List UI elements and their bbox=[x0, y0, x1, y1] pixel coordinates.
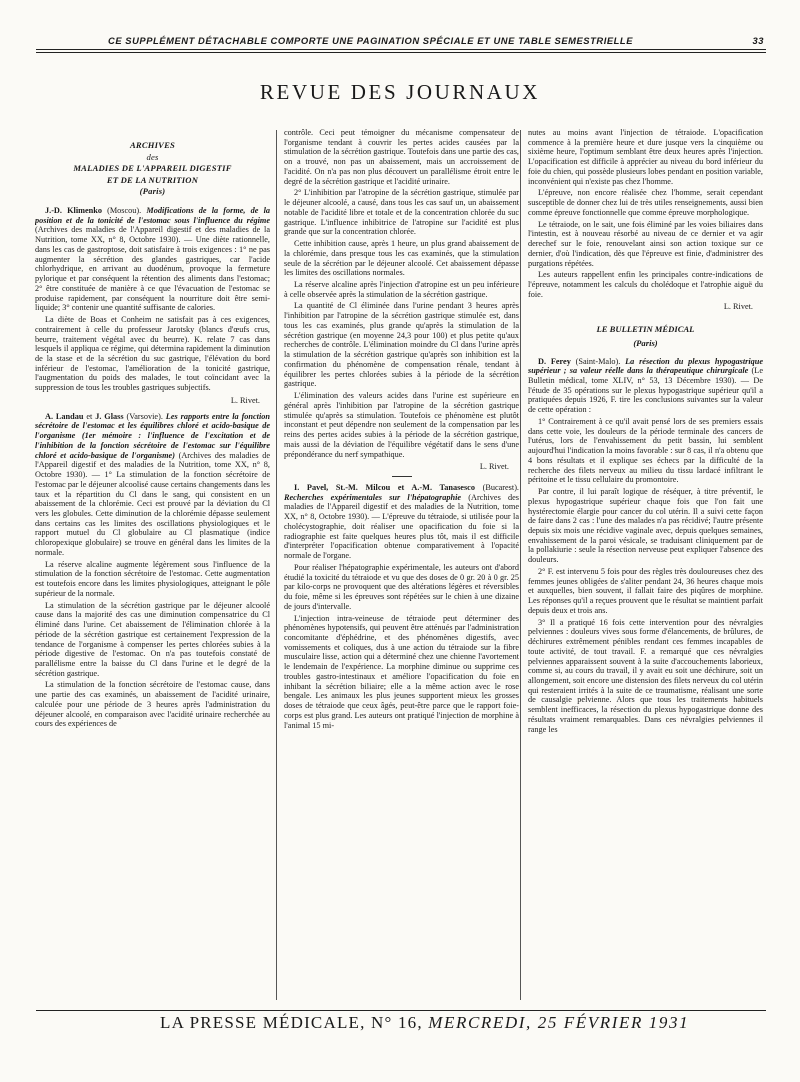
article-paragraph: 3° Il a pratiqué 16 fois cette intervention pour des névralgies pelviennes : douleurs vives sous forme d'élancements, de brûlures, de déchirures extrêmement pénibles rendant ces femmes incapables de toute activité, de tout travail. F. a remarqué que ces névralgies pelviennes apparaissent souvent à la suite d'accouchements laborieux, comme si, au cours du travail, il y avait eu soit une déchirure, soit un allongement, soit encore une distension des filets nerveux du col utérin qui resteraient irrités à la suite de ce traumatisme, réalisant une sorte de causalgie pelvienne. Alors que tous les traitements habituels semblent inefficaces, la résection du plexus hypogastrique donne des résultats vraiment remarquables. Dans ces névralgies pelviennes il range les bbox=[528, 617, 763, 734]
article-paragraph: Le tétraiode, on le sait, une fois éliminé par les voies biliaires dans l'intestin, est à nouveau résorbé au niveau de ce dernier et va agir derechef sur le foie, renouvelant ainsi son action toxique sur ce dernier, d'où l'indication, dès que l'épreuve est finie, d'administrer des purgations répétées. bbox=[528, 219, 763, 268]
article-paragraph: Pour réaliser l'hépatographie expérimentale, les auteurs ont d'abord étudié la toxicité du tétraiode et vu que des doses de 0 gr. 20 à 0 gr. 25 par kilo-corps ne provoquent que des altérations légères et réversibles du foie, même si les épreuves sont répétées sur le chien à une dizaine de jours d'intervalle. bbox=[284, 562, 519, 611]
article-city: (Moscou). bbox=[101, 205, 147, 215]
article-paragraph: (Le Bulletin médical, tome XLIV, n° 53, 13 Décembre 1930). — De l'étude de 35 opérations sur le plexus hypogastrique supérieur qu'il a pratiquées depuis 1926, F. tire les conclusions suivantes sur la valeur de cette opération : bbox=[528, 366, 763, 415]
journal-heading-archives bbox=[35, 140, 270, 198]
article-separator bbox=[392, 476, 412, 477]
article-paragraph: 2° L'inhibition par l'atropine de la sécrétion gastrique, stimulée par le déjeuner alcoolé, a causé, dans tous les cas sauf un, un abaissement notable de l'acidité libre et totale et de la concentration chlorée du suc gastrique. L'influence inhibitrice de l'atropine sur l'acidité est plus grande que sur la concentration chlorée. bbox=[284, 188, 519, 237]
article-paragraph: La diète de Boas et Conheim ne satisfait pas à ces exigences, contrairement à celle du professeur Jarotsky (blancs d'œufs crus, beurre, traitement végétal avec du beurre). K. relate 7 cas dans lesquels il appliqua ce régime, qui détermina rapidement la diminution de la stase et de la sécrétion du suc gastrique, l'élévation du bord inférieur de l'estomac, l'amélioration de la tonicité gastrique, l'augmentation du poids des malades, le tout coïncidant avec la suppression de tous les troubles gastriques subjectifs. bbox=[35, 315, 270, 393]
article-title: Modifications de la forme, de la position et de la tonicité de l'estomac sous l'influence du régime bbox=[35, 205, 270, 225]
article-paragraph: L'épreuve, non encore réalisée chez l'homme, serait cependant susceptible de donner chez lui de très utiles renseignements, aussi bien comme épreuve fonctionnelle que comme épreuve morphologique. bbox=[528, 188, 763, 217]
article-author: J. Glass bbox=[95, 411, 124, 421]
article-ferey bbox=[528, 357, 763, 415]
footer-journal: LA PRESSE MÉDICALE, N° 16, bbox=[160, 1013, 429, 1032]
article-author: A. Landau bbox=[45, 411, 84, 421]
article-city: (Bucarest). bbox=[474, 482, 519, 492]
header-rule-bottom bbox=[36, 52, 766, 53]
column-1 bbox=[35, 128, 270, 1000]
column-3 bbox=[528, 128, 763, 1000]
article-city: (Varsovie). bbox=[123, 411, 166, 421]
article-paragraph: (Archives des maladies de l'Appareil digestif et des maladies de la Nutrition, tome XX, n° 8, Octobre 1930). — Une diète rationnelle, dans les cas de gastroptose, doit satisfaire à trois exigences : 1° ne pas augmenter la sécrétion des glandes gastriques, car l'acide chlorhydrique, en arrivant au duodénum, provoque la fermeture pylorique et par conséquent la rétention des aliments dans l'estomac; 2° être constituée de manière à ce que l'évacuation de l'estomac se produise rapidement, par conséquent la nourriture doit être semi-liquide; 3° contenir une quantité suffisante de calories. bbox=[35, 225, 270, 313]
article-paragraph: contrôle. Ceci peut témoigner du mécanisme compensateur de l'organisme tendant à couvrir les pertes acides causées par la stimulation de la sécrétion gastrique. Toutefois dans une partie des cas, on a trouvé, non pas un abaissement, mais un accroissement de l'acidité. On n'a pas non plus découvert un parallélisme étroit entre le degré de la sécrétion gastrique et l'acidité urinaire. bbox=[284, 128, 519, 186]
journal-heading-bulletin bbox=[528, 324, 763, 348]
article-paragraph: La stimulation de la sécrétion gastrique par le déjeuner alcoolé cause dans la majorité des cas une diminution compensatrice du Cl éliminé dans l'urine. Cet abaissement de l'élimination chlorée à la période de la sécrétion gastrique est certainement l'expression de la tendance de l'organisme à compenser les pertes chlorées subies à la période digestive de l'estomac. On n'a pas toutefois constaté de parallélisme entre la baisse du Cl dans l'urine et le degré de la sécrétion gastrique. bbox=[35, 600, 270, 678]
article-paragraph: Cette inhibition cause, après 1 heure, un plus grand abaissement de la chlorémie, dans presque tous les cas examinés, que la stimulation seule de la sécrétion par le déjeuner alcoolé. Cet abaissement dépasse les limites des oscillations normales. bbox=[284, 239, 519, 278]
article-paragraph: L'élimination des valeurs acides dans l'urine est supérieure en général après l'inhibition par l'atropine de la sécrétion gastrique stimulée qu'après sa stimulation. Toutefois ce phénomène est plutôt inconstant et peut dépendre non seulement de la compensation par les reins des pertes acides subies à la période de la sécrétion gastrique, mais aussi de la déviation de l'équilibre végétatif dans le sens d'une prépondérance du nerf sympathique. bbox=[284, 391, 519, 459]
column-divider-2 bbox=[520, 130, 521, 1000]
article-paragraph: L'injection intra-veineuse de tétraiode peut déterminer des phénomènes hypotensifs, qui peuvent être atténués par l'administration concomitante d'éphédrine, et des phénomènes digestifs, avec vomissements et coliques, dus à une action du tétraiode sur la fibre musculaire lisse, action qui a déterminé chez une chienne l'avortement le lendemain de l'expérience. La morphine diminue ou supprime ces troubles gastro-intestinaux et améliore l'opacification du foie en inhibant la sécrétion biliaire; elle a la même action avec le rose bengale. Les animaux les plus jeunes supportent mieux les grosses doses de tétraiode que ceux âgés, peut-être parce que le rapport foie-corps est plus grand. Les auteurs ont pratiqué l'injection de morphine à l'animal 15 mi- bbox=[284, 613, 519, 730]
banner-text: CE SUPPLÉMENT DÉTACHABLE COMPORTE UNE PAGINATION SPÉCIALE ET UNE TABLE SEMESTRIELLE bbox=[108, 35, 634, 46]
article-author: D. Ferey bbox=[538, 356, 571, 366]
article-paragraph: La réserve alcaline après l'injection d'atropine est un peu inférieure à celle observée après la stimulation de la sécrétion gastrique. bbox=[284, 280, 519, 299]
article-klimenko bbox=[35, 206, 270, 313]
article-title: Les rapports entre la fonction sécrétoire de l'estomac et les équilibres chloré et acido-basique de l'organisme (1er mémoire : l'influence de l'excitation et de l'inhibition de la fonction sécrétoire de l'estomac sur l'équilibre chloré et acido-basique de l'organisme) bbox=[35, 411, 270, 460]
header-banner bbox=[108, 35, 764, 46]
page-footer bbox=[160, 1013, 770, 1033]
journal-line: ARCHIVES bbox=[129, 140, 176, 150]
article-landau-glass bbox=[35, 412, 270, 558]
header-rule-top bbox=[36, 49, 766, 50]
journal-line: ET DE LA NUTRITION bbox=[106, 174, 199, 185]
column-2 bbox=[284, 128, 519, 1000]
article-paragraph: La stimulation de la fonction sécrétoire de l'estomac cause, dans une partie des cas examinés, un abaissement de l'acidité urinaire, calculée pour une période de 3 heures après l'administration du déjeuner alcoolé, en comparaison avec l'acidité urinaire recherchée au cours des expériences de bbox=[35, 680, 270, 729]
article-conjunction: et bbox=[83, 411, 96, 421]
article-paragraph: 2° F. est intervenu 5 fois pour des règles très douloureuses chez des femmes jeunes obligées de s'aliter pendant 24, 36 heures chaque mois et auxquelles, bien souvent, il fallait faire des piqûres de morphine. Les réponses qu'il a reçues prouvent que le résultat se maintient parfait depuis deux et trois ans. bbox=[528, 566, 763, 615]
article-paragraph: 1° Contrairement à ce qu'il avait pensé lors de ses premiers essais dans cette voie, les douleurs de la période terminale des cancers de l'utérus, lors de l'envahissement du petit bassin, lui semblent aujourd'hui l'indication la moins favorable : sur 8 cas, il n'a obtenu que 4 bons résultats et il explique ses échecs par la difficulté de la recherche des filets nerveux au milieu du tissu lardacé infiltrant le péritoine et le tissu cellulaire du promontoire. bbox=[528, 416, 763, 485]
page-number: 33 bbox=[752, 35, 764, 46]
author-signature: L. Rivet. bbox=[230, 395, 260, 405]
article-paragraph: (Archives des maladies de l'Appareil digestif et des maladies de la Nutrition, tome XX, n° 8, Octobre 1930). — 1° La stimulation de la fonction sécrétoire de l'estomac par le déjeuner alcoolisé cause certains changements dans les taux et la répartition du Cl dans le sang, qui consistent en un abaissement de la chlorémie. Ceci est prouvé par la déviation du Cl vers les globules. Cette diminution de la chlorémie dépasse seulement dans certains cas les limites des oscillations physiologiques et le rapport mutuel du Cl globulaire au Cl plasmatique (indice chloropexique globulaire) se trouve en général dans les limites de la normale. bbox=[35, 450, 270, 557]
article-city: (Saint-Malo). bbox=[570, 356, 626, 366]
journal-line: (Paris) bbox=[633, 338, 658, 349]
author-signature: L. Rivet. bbox=[479, 462, 509, 472]
article-paragraph: Les auteurs rappellent enfin les principales contre-indications de l'épreuve, notamment les calculs du cholédoque et l'atrophie aiguë du foie. bbox=[528, 270, 763, 299]
footer-rule bbox=[36, 1010, 766, 1011]
article-author: I. Pavel, St.-M. Milcou et A.-M. Tanasesco bbox=[294, 482, 475, 492]
journal-line: MALADIES DE L'APPAREIL DIGESTIF bbox=[73, 163, 232, 174]
article-pavel bbox=[284, 483, 519, 561]
article-paragraph: Par contre, il lui paraît logique de réséquer, à titre préventif, le plexus hypogastrique supérieur chaque fois que l'on fait une hystérectomie élargie pour cancer du col utérin. Il a suivi cette façon de faire dans 2 cas : l'une des malades n'a pas récidivé; l'autre présente depuis six mois une récidive vaginale avec, depuis quelques semaines, envahissement de la paroi vésicale, se traduisant cliniquement par de la pollakiurie : seule la résection nerveuse peut expliquer l'absence des douleurs. bbox=[528, 487, 763, 565]
author-signature: L. Rivet. bbox=[723, 302, 753, 312]
section-title: REVUE DES JOURNAUX bbox=[259, 80, 541, 104]
column-divider-1 bbox=[276, 130, 277, 1000]
article-paragraph: nutes au moins avant l'injection de tétraiode. L'opacification commence à la première heure et dure jusque vers la cinquième ou sixième heure, l'optimum semblant être deux heures après l'injection. L'opacification est difficile à apprécier au niveau du bord inférieur du foie du chien, qui possède plusieurs lobes pendant en position variable, inconvénient qui n'existe pas chez l'homme. bbox=[528, 128, 763, 186]
article-paragraph: (Archives des maladies de l'Appareil digestif et des maladies de la Nutrition, tome XX, n° 8, Octobre 1930). — L'épreuve du tétraiode, si utilisée pour la cholécystographie, doit réaliser une opacification du foie si la radiographie est faite quelques heures plus tôt, mais il est difficile d'interpréter l'opacification obtenue comparativement à l'opacité normale de l'organe. bbox=[284, 492, 519, 561]
article-title: Recherches expérimentales sur l'hépatographie bbox=[284, 492, 462, 502]
journal-line: des bbox=[146, 151, 159, 162]
article-paragraph: La réserve alcaline augmente légèrement sous l'influence de la stimulation de la fonction sécrétoire de l'estomac. Cette augmentation est toutefois encore dans les limites physiologiques, atteignant le pôle supérieur de la normale. bbox=[35, 559, 270, 598]
article-author: J.-D. Klimenko bbox=[45, 205, 102, 215]
article-paragraph: La quantité de Cl éliminée dans l'urine pendant 3 heures après l'inhibition par l'atropine de la sécrétion gastrique stimulée est, dans tous les cas examinés, plus grande qu'après la stimulation de la sécrétion gastrique (en moyenne 24,3 pour 100) et plus petite qu'aux recherches de contrôle. L'élimination moindre du Cl dans l'urine après la stimulation de la sécrétion gastrique qu'après son inhibition est la confirmation du phénomène de compensation rénale, tendant à équilibrer les pertes chlorées subies à la période de la sécrétion gastrique. bbox=[284, 301, 519, 389]
journal-line: (Paris) bbox=[139, 186, 166, 197]
article-title: La résection du plexus hypogastrique supérieur ; sa valeur réelle dans la thérapeutique chirurgicale bbox=[528, 356, 763, 376]
journal-line: LE BULLETIN MÉDICAL bbox=[596, 324, 695, 335]
footer-date: MERCREDI, 25 FÉVRIER 1931 bbox=[428, 1013, 690, 1032]
